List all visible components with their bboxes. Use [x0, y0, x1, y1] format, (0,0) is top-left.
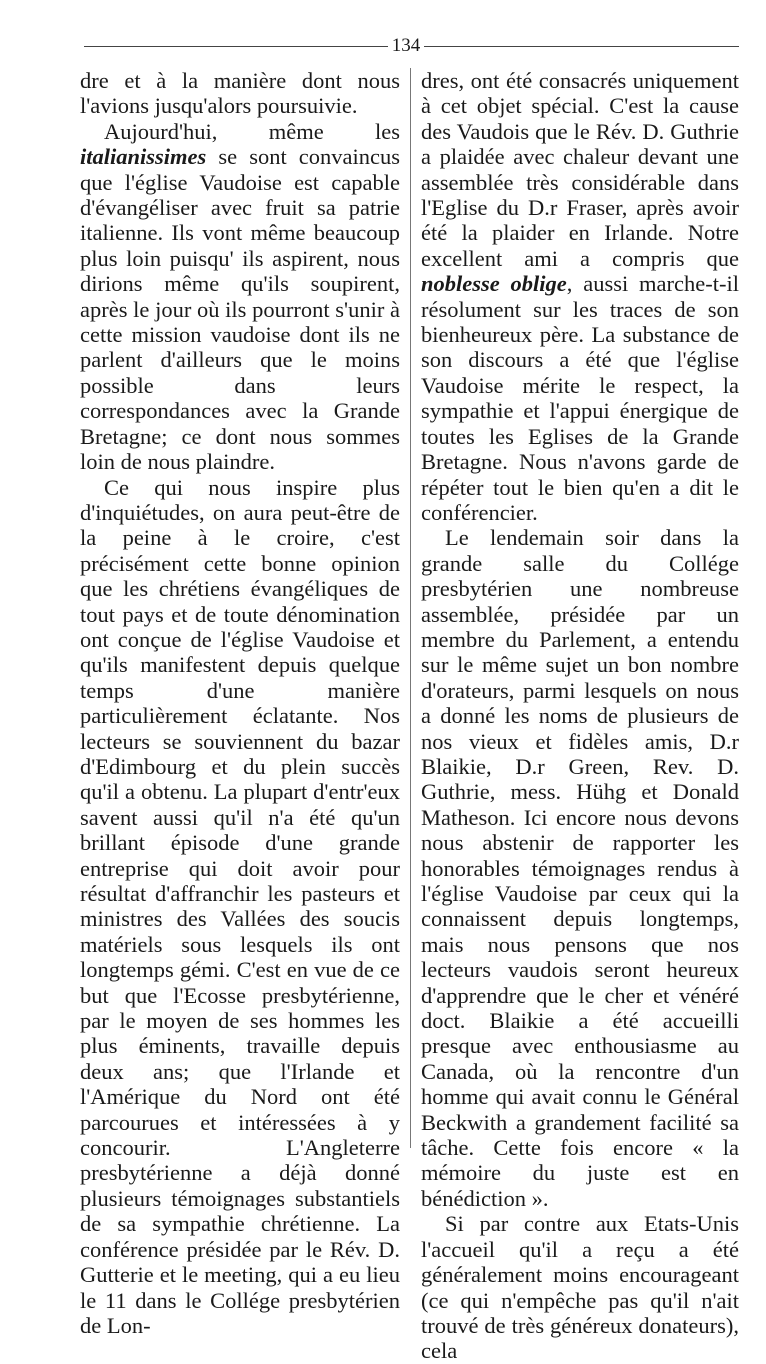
right-column: [421, 68, 739, 1364]
column-divider: [410, 68, 411, 1148]
right-paragraph-1-rest: , aussi marche-t-il résolument sur les traces de son bienheureux père. La substance de son discours a été que l'église Vaudoise mérite le respect, la sympathie et l'appui énergique de toutes les Eglises de la Grande Bretagne. Nous n'avons garde de répéter tout le bien qu'en a dit le conférencier.: [421, 271, 739, 525]
left-paragraph-2: [80, 119, 400, 475]
right-paragraph-3: Si par contre aux Etats-Unis l'accueil qu'il a reçu a été généralement moins encourageant (ce qui n'empêche pas qu'il n'ait trouvé de très généreux donateurs), cela: [421, 1211, 739, 1364]
header-rule-right: [424, 46, 739, 47]
right-paragraph-2: Le lendemain soir dans la grande salle du Collége presbytérien une nombreuse assemblée, présidée par un membre du Parlement, a entendu sur le même sujet un bon nombre d'orateurs, parmi lesquels on nous a donné les noms de plusieurs de nos vieux et fidèles amis, D.r Blaikie, D.r Green, Rev. D. Guthrie, mess. Hühg et Donald Matheson. Ici encore nous devons nous abstenir de rapporter les honorables témoignages rendus à l'église Vaudoise par ceux qui la connaissent depuis longtemps, mais nous pensons que nos lecteurs vaudois seront heureux d'apprendre que le cher et vénéré doct. Blaikie a été accueilli presque avec enthousiasme au Canada, où la rencontre d'un homme qui avait connu le Général Beckwith a grandement facilité sa tâche. Cette fois encore « la mémoire du juste est en bénédiction ».: [421, 525, 739, 1211]
left-paragraph-3: Ce qui nous inspire plus d'inquiétudes, on aura peut-être de la peine à le croire, c'est précisément cette bonne opinion que les chrétiens évangéliques de tout pays et de toute dénomination ont conçue de l'église Vaudoise et qu'ils manifestent depuis quelque temps d'une manière particulièrement éclatante. Nos lecteurs se souviennent du bazar d'Edimbourg et du plein succès qu'il a obtenu. La plupart d'entr'eux savent aussi qu'il n'a été qu'un brillant épisode d'une grande entreprise qui doit avoir pour résultat d'affranchir les pasteurs et ministres des Vallées des soucis matériels sous lesquels ils ont longtemps gémi. C'est en vue de ce but que l'Ecosse presbytérienne, par le moyen de ses hommes les plus éminents, travaille depuis deux ans; que l'Irlande et l'Amérique du Nord ont été parcourues et intéressées à y concourir. L'Angleterre presbytérienne a déjà donné plusieurs témoignages substantiels de sa sympathie chrétienne. La conférence présidée par le Rév. D. Gutterie et le meeting, qui a eu lieu le 11 dans le Collége presbytérien de Lon-: [80, 474, 400, 1338]
page-number: 134: [388, 34, 424, 58]
right-paragraph-1: [421, 68, 739, 525]
right-paragraph-1-start: dres, ont été consacrés uniquement à cet objet spécial. C'est la cause des Vaudois que le Rév. D. Guthrie a plaidée avec chaleur devant une assemblée très considérable dans l'Eglise du D.r Fraser, après avoir été la plaider en Irlande. Notre excellent ami a compris que: [421, 68, 739, 271]
left-column: [80, 68, 400, 1338]
left-paragraph-1: dre et à la manière dont nous l'avions jusqu'alors poursuivie.: [80, 68, 400, 119]
right-paragraph-1-emphasis: noblesse oblige: [421, 271, 567, 297]
left-paragraph-2-rest: se sont convaincus que l'église Vaudoise est capable d'évangéliser avec fruit sa patrie italienne. Ils vont même beaucoup plus loin puisqu' ils aspirent, nous dirions même qu'ils soupirent, après le jour où ils pourront s'unir à cette mission vaudoise dont ils ne parlent d'ailleurs que le moins possible dans leurs correspondances avec la Grande Bretagne; ce dont nous sommes loin de nous plaindre.: [80, 144, 400, 475]
left-paragraph-2-emphasis: italianissimes: [80, 144, 207, 170]
page-header: [84, 34, 739, 58]
left-paragraph-2-start: Aujourd'hui, même les: [104, 118, 400, 144]
header-rule-left: [84, 46, 388, 47]
